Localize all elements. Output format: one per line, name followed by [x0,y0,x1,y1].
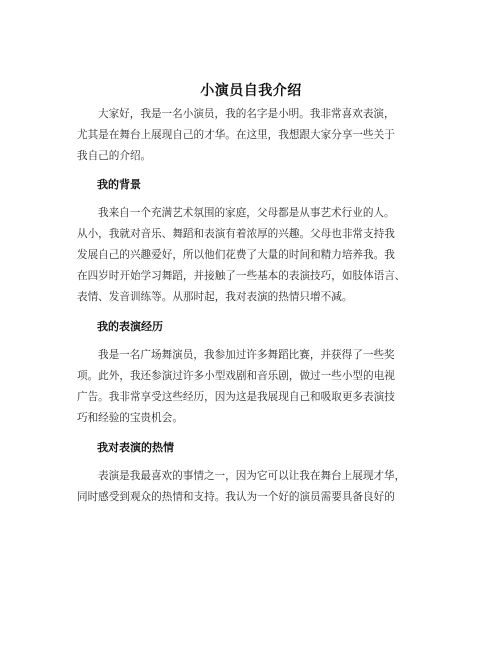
section-heading: 我对表演的热情 [97,441,174,454]
intro-line: 尤其是在舞台上展现自己的才华。在这里，我想跟大家分享一些关于 [77,129,395,141]
section-line: 从小，我就对音乐、舞蹈和表演有着浓厚的兴趣。父母也非常支持我 [77,228,395,240]
section-heading: 我的背景 [97,178,141,191]
section-line: 我来自一个充满艺术氛围的家庭，父母都是从事艺术行业的人。 [98,207,395,219]
section-line: 发展自己的兴趣爱好，所以他们花费了大量的时间和精力培养我。我 [77,249,395,261]
document-title: 小演员自我介绍 [200,83,302,99]
intro-line: 大家好，我是一名小演员，我的名字是小明。我非常喜欢表演， [98,108,395,120]
section-heading: 我的表演经历 [97,320,163,333]
section-line: 表情、发音训练等。从那时起，我对表演的热情只增不减。 [77,291,353,303]
section-line: 我是一名广场舞演员，我参加过许多舞蹈比赛，并获得了一些奖 [98,349,395,361]
intro-line: 我自己的介绍。 [77,150,152,162]
section-line: 同时感受到观众的热情和支持。我认为一个好的演员需要具备良好的 [77,491,395,503]
section-line: 项。此外，我还参演过许多小型戏剧和音乐剧，做过一些小型的电视 [77,370,395,382]
section-line: 广告。我非常享受这些经历，因为这是我展现自己和吸取更多表演技 [77,391,395,403]
section-line: 在四岁时开始学习舞蹈，并接触了一些基本的表演技巧，如肢体语言、 [77,270,406,282]
section-line: 巧和经验的宝贵机会。 [77,412,183,424]
section-line: 表演是我最喜欢的事情之一，因为它可以让我在舞台上展现才华， [98,470,406,482]
